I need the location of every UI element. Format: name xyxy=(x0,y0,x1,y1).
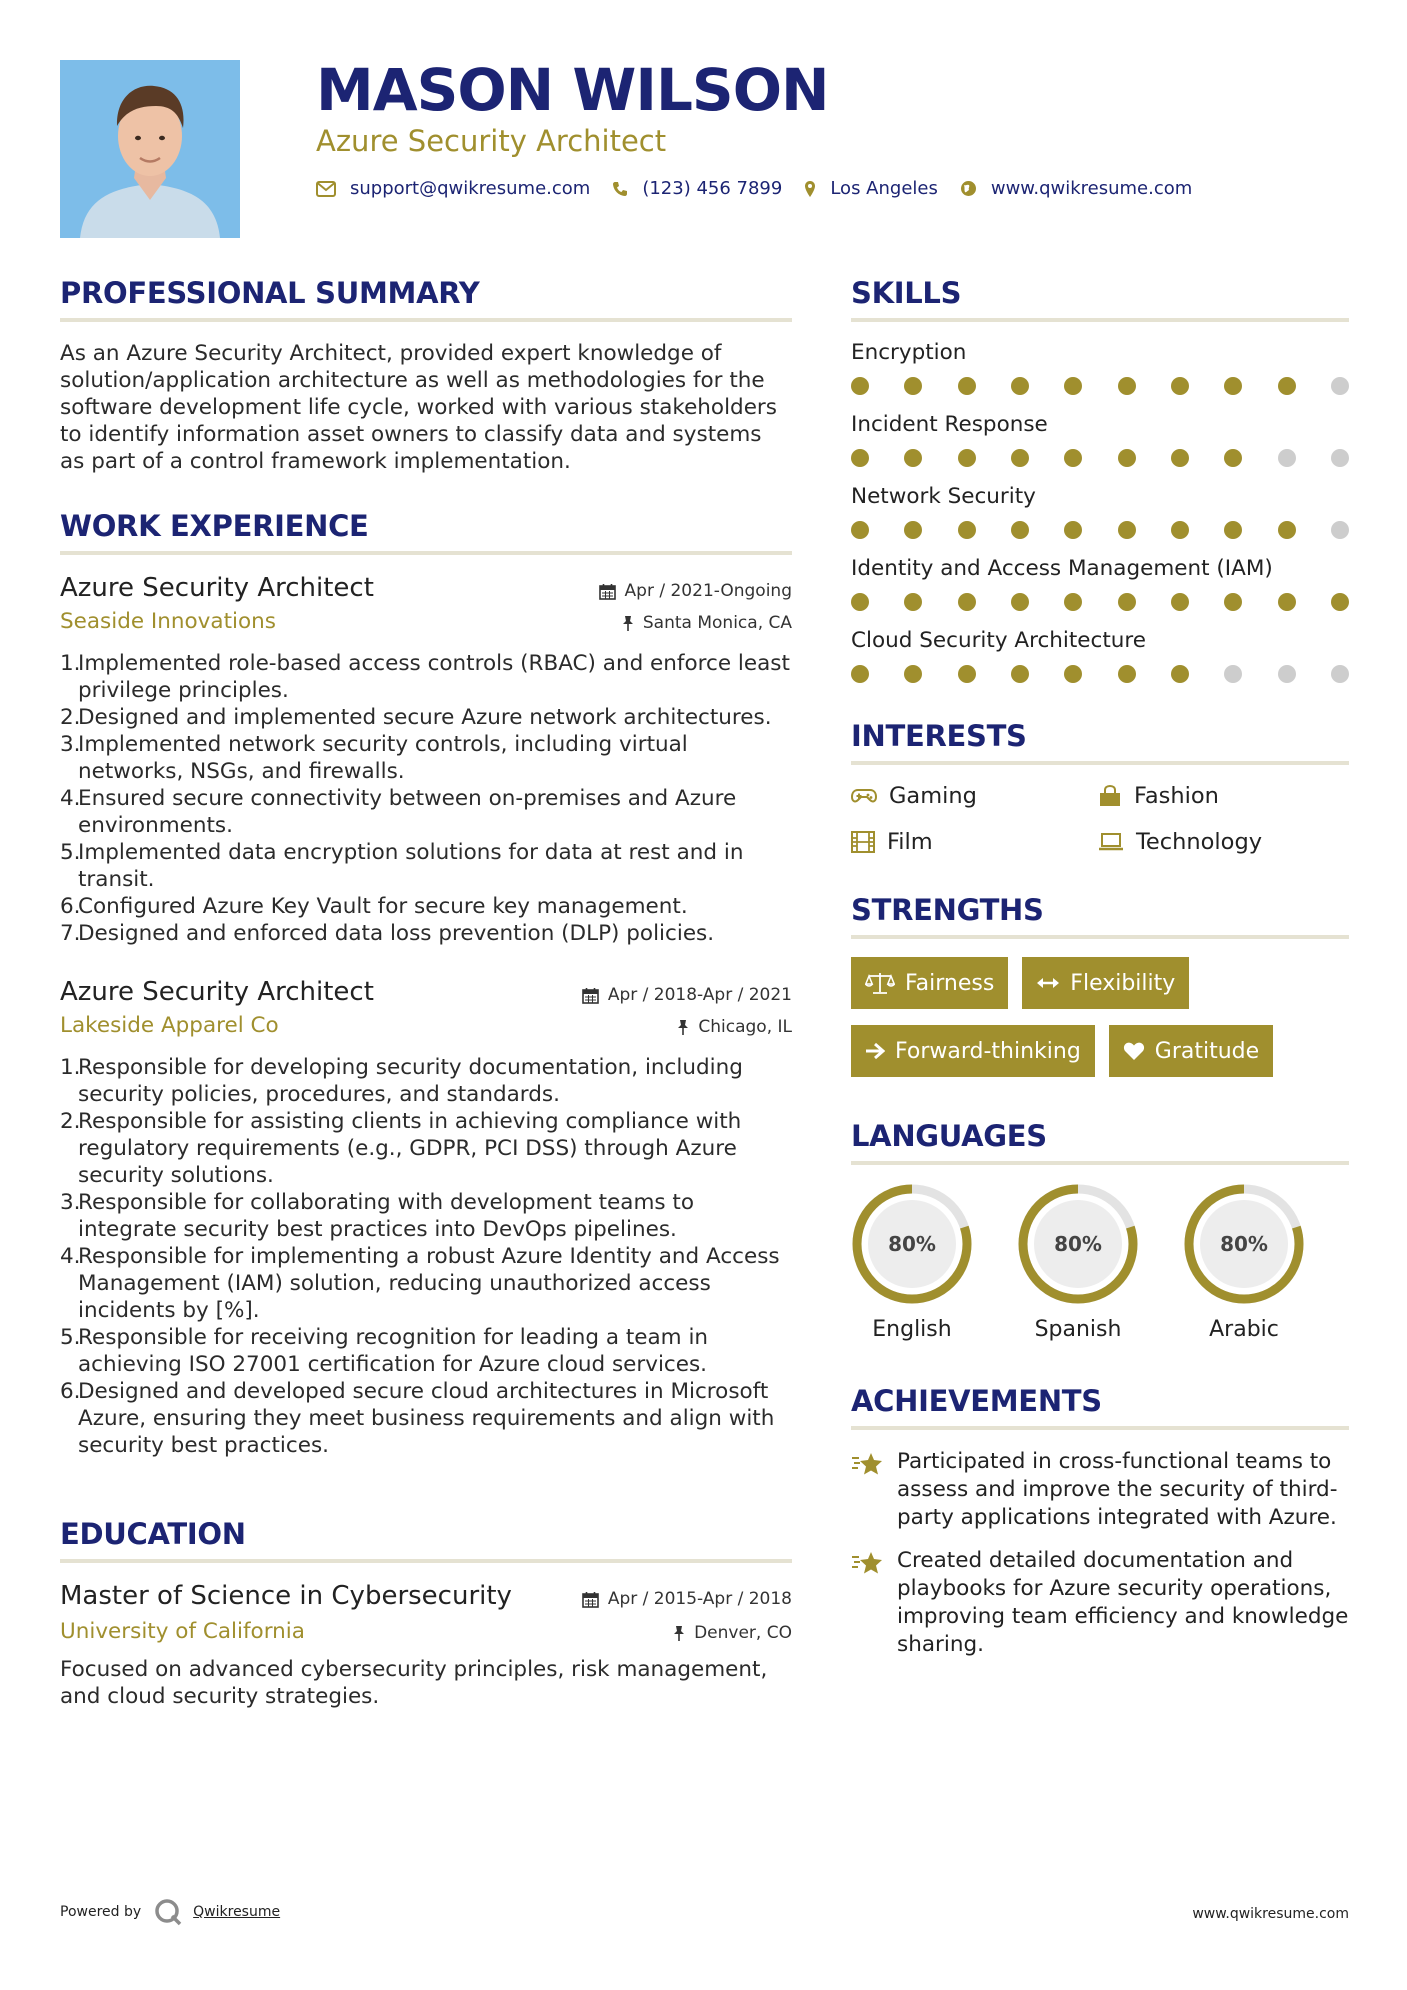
education-heading: EDUCATION xyxy=(60,1517,246,1551)
interest-label: Gaming xyxy=(889,783,977,809)
arrows-horizontal-icon xyxy=(1036,976,1060,990)
job-location-text: Santa Monica, CA xyxy=(642,613,792,633)
list-item: 5. Responsible for receiving recognition for leading a team in achieving ISO 27001 certification for Azure cloud services. xyxy=(60,1325,709,1377)
interest-fashion xyxy=(1098,783,1345,809)
contact-bar xyxy=(316,178,1214,199)
skill-dot-filled xyxy=(904,521,922,539)
list-item: 6. Configured Azure Key Vault for secure key management. xyxy=(60,894,688,919)
education-dates xyxy=(582,1589,792,1609)
globe-icon xyxy=(960,180,977,197)
star-award-icon xyxy=(851,1450,885,1478)
job-header xyxy=(60,573,792,603)
section-divider xyxy=(851,1161,1349,1165)
strength-tag xyxy=(1109,1025,1273,1077)
section-divider xyxy=(60,318,792,322)
skill-item xyxy=(851,412,1349,467)
balance-scale-icon xyxy=(865,972,895,994)
job-role: Azure Security Architect xyxy=(60,977,374,1007)
contact-phone[interactable] xyxy=(612,178,782,199)
section-divider xyxy=(851,761,1349,765)
skill-dot-filled xyxy=(958,449,976,467)
job-dates xyxy=(582,985,792,1005)
language-percent: 80% xyxy=(888,1232,936,1256)
skill-dot-filled xyxy=(1064,593,1082,611)
calendar-icon xyxy=(582,1591,599,1608)
contact-email-text: support@qwikresume.com xyxy=(350,178,591,199)
interest-film xyxy=(851,829,1098,855)
job-subheader xyxy=(60,1013,792,1038)
strength-label: Fairness xyxy=(905,970,995,996)
job-dates xyxy=(599,581,792,601)
envelope-icon xyxy=(316,181,336,197)
interest-technology xyxy=(1098,829,1345,855)
experience-section xyxy=(60,509,792,1459)
skill-dot-filled xyxy=(1171,521,1189,539)
interest-gaming xyxy=(851,783,1098,809)
job-company: Lakeside Apparel Co xyxy=(60,1013,279,1038)
list-item: 7. Designed and enforced data loss prevention (DLP) policies. xyxy=(60,921,715,946)
skill-dot-filled xyxy=(958,593,976,611)
footer-powered-by xyxy=(60,1897,280,1927)
achievement-item xyxy=(851,1547,1349,1659)
contact-website[interactable] xyxy=(960,178,1192,199)
pushpin-icon xyxy=(622,615,634,632)
skill-rating xyxy=(851,593,1349,611)
skill-dot-filled xyxy=(1171,593,1189,611)
job-subheader xyxy=(60,609,792,634)
calendar-icon xyxy=(599,583,616,600)
summary-section xyxy=(60,276,792,475)
education-school: University of California xyxy=(60,1619,305,1644)
skill-dot-filled xyxy=(1011,449,1029,467)
skill-dot-filled xyxy=(958,665,976,683)
skill-dot-filled xyxy=(958,377,976,395)
achievement-text: Participated in cross-functional teams to assess and improve the security of third-party applications integrated with Azure. xyxy=(897,1449,1338,1530)
skill-dot-filled xyxy=(1278,377,1296,395)
skill-name: Identity and Access Management (IAM) xyxy=(851,556,1273,581)
star-award-icon xyxy=(851,1549,885,1577)
skill-dot-empty xyxy=(1224,665,1242,683)
education-header xyxy=(60,1581,792,1611)
job-header xyxy=(60,977,792,1007)
experience-heading: WORK EXPERIENCE xyxy=(60,509,369,543)
skill-dot-filled xyxy=(1118,665,1136,683)
job-location xyxy=(622,613,792,633)
shopping-bag-icon xyxy=(1098,785,1122,807)
skill-dot-empty xyxy=(1278,665,1296,683)
skill-dot-filled xyxy=(958,521,976,539)
skill-dot-filled xyxy=(1118,449,1136,467)
profile-photo xyxy=(60,60,240,238)
skill-dot-filled xyxy=(851,593,869,611)
skill-dot-filled xyxy=(904,593,922,611)
job-location xyxy=(677,1017,792,1037)
skill-dot-filled xyxy=(1011,377,1029,395)
section-divider xyxy=(851,1426,1349,1430)
list-item: 4. Responsible for implementing a robust Azure Identity and Access Management (IAM) solution, reducing unauthorized access incidents by [%]. xyxy=(60,1244,780,1323)
skill-dot-filled xyxy=(1064,449,1082,467)
skill-dot-filled xyxy=(1171,449,1189,467)
phone-icon xyxy=(612,181,628,197)
section-divider xyxy=(60,551,792,555)
skill-dot-filled xyxy=(904,449,922,467)
list-item: 1. Implemented role-based access controls (RBAC) and enforce least privilege principles. xyxy=(60,651,790,703)
pushpin-icon xyxy=(677,1019,689,1036)
skill-name: Encryption xyxy=(851,340,967,365)
heart-icon xyxy=(1123,1041,1145,1061)
language-percent: 80% xyxy=(1054,1232,1102,1256)
languages-section xyxy=(851,1119,1349,1342)
film-icon xyxy=(851,831,875,853)
skill-dot-filled xyxy=(1064,665,1082,683)
list-item: 4. Ensured secure connectivity between on-premises and Azure environments. xyxy=(60,786,737,838)
strength-tag xyxy=(851,1025,1095,1077)
job-dates-text: Apr / 2018-Apr / 2021 xyxy=(607,985,792,1005)
contact-phone-text: (123) 456 7899 xyxy=(642,178,783,199)
education-subheader xyxy=(60,1619,792,1644)
contact-location xyxy=(804,178,938,199)
achievement-text: Created detailed documentation and playbooks for Azure security operations, improving team efficiency and knowledge sharing. xyxy=(897,1548,1349,1657)
skill-dot-filled xyxy=(851,665,869,683)
powered-by-label: Powered by xyxy=(60,1904,142,1920)
education-description: Focused on advanced cybersecurity principles, risk management, and cloud security strategies. xyxy=(60,1657,768,1709)
job-dates-text: Apr / 2021-Ongoing xyxy=(624,581,792,601)
skill-dot-filled xyxy=(1118,377,1136,395)
job-company: Seaside Innovations xyxy=(60,609,276,634)
skill-dot-filled xyxy=(1011,665,1029,683)
job-bullets xyxy=(60,1054,792,1459)
skill-dot-filled xyxy=(1224,377,1242,395)
skill-dot-filled xyxy=(1011,593,1029,611)
qwikresume-logo-icon xyxy=(153,1897,183,1927)
candidate-title: Azure Security Architect xyxy=(316,124,667,158)
skill-dot-empty xyxy=(1331,377,1349,395)
skill-dot-filled xyxy=(1064,377,1082,395)
skill-dot-filled xyxy=(1171,377,1189,395)
skill-item xyxy=(851,340,1349,395)
job-bullets xyxy=(60,650,792,947)
skill-dot-filled xyxy=(1224,521,1242,539)
pushpin-icon xyxy=(673,1625,685,1642)
strengths-list xyxy=(851,957,1349,1077)
qwikresume-link[interactable]: Qwikresume xyxy=(193,1904,281,1920)
skill-name: Cloud Security Architecture xyxy=(851,628,1146,653)
skill-dot-filled xyxy=(904,377,922,395)
skills-section xyxy=(851,276,1349,683)
job-entry xyxy=(60,573,792,947)
footer-website[interactable]: www.qwikresume.com xyxy=(1192,1906,1349,1922)
interests-heading: INTERESTS xyxy=(851,719,1027,753)
skill-dot-empty xyxy=(1278,449,1296,467)
skill-rating xyxy=(851,449,1349,467)
achievements-heading: ACHIEVEMENTS xyxy=(851,1384,1102,1418)
language-name: English xyxy=(872,1317,952,1342)
education-dates-text: Apr / 2015-Apr / 2018 xyxy=(607,1589,792,1609)
interest-label: Film xyxy=(887,829,933,855)
skill-dot-filled xyxy=(851,449,869,467)
skill-rating xyxy=(851,521,1349,539)
skills-list xyxy=(851,340,1349,683)
skill-dot-filled xyxy=(1331,593,1349,611)
achievements-section xyxy=(851,1384,1349,1659)
language-item xyxy=(1183,1183,1305,1342)
job-location-text: Chicago, IL xyxy=(698,1017,792,1037)
job-entry xyxy=(60,977,792,1459)
skills-heading: SKILLS xyxy=(851,276,962,310)
skill-rating xyxy=(851,665,1349,683)
strength-label: Gratitude xyxy=(1154,1038,1260,1064)
language-progress-ring xyxy=(1183,1183,1305,1305)
skill-item xyxy=(851,556,1349,611)
skill-name: Network Security xyxy=(851,484,1036,509)
skill-dot-empty xyxy=(1331,665,1349,683)
list-item: 2. Designed and implemented secure Azure network architectures. xyxy=(60,705,772,730)
strength-label: Flexibility xyxy=(1070,970,1176,996)
education-degree: Master of Science in Cybersecurity xyxy=(60,1581,512,1611)
contact-email[interactable] xyxy=(316,178,590,199)
left-column xyxy=(60,276,792,1710)
skill-item xyxy=(851,484,1349,539)
language-item xyxy=(851,1183,973,1342)
list-item: 3. Implemented network security controls, including virtual networks, NSGs, and firewalls. xyxy=(60,732,688,784)
skill-dot-filled xyxy=(851,377,869,395)
skill-rating xyxy=(851,377,1349,395)
laptop-icon xyxy=(1098,832,1124,852)
summary-text: As an Azure Security Architect, provided expert knowledge of solution/application architecture as well as methodologies for the software development life cycle, worked with various stakeholders to identify information asset owners to classify data and systems as part of a control framework implementation. xyxy=(60,341,777,474)
strengths-section xyxy=(851,893,1349,1077)
summary-heading: PROFESSIONAL SUMMARY xyxy=(60,276,480,310)
strength-tag xyxy=(1022,957,1189,1009)
interest-label: Technology xyxy=(1136,829,1263,855)
strength-tag xyxy=(851,957,1008,1009)
skill-dot-filled xyxy=(1278,593,1296,611)
job-role: Azure Security Architect xyxy=(60,573,374,603)
strength-label: Forward-thinking xyxy=(895,1038,1081,1064)
language-progress-ring xyxy=(851,1183,973,1305)
skill-dot-filled xyxy=(1118,593,1136,611)
person-portrait-icon xyxy=(60,60,240,238)
skill-dot-empty xyxy=(1331,449,1349,467)
list-item: 5. Implemented data encryption solutions for data at rest and in transit. xyxy=(60,840,744,892)
list-item: 3. Responsible for collaborating with development teams to integrate security best practices into DevOps pipelines. xyxy=(60,1190,695,1242)
skill-dot-filled xyxy=(904,665,922,683)
education-section xyxy=(60,1517,792,1710)
interests-list xyxy=(851,783,1349,855)
list-item: 1. Responsible for developing security documentation, including security policies, procedures, and standards. xyxy=(60,1055,743,1107)
gamepad-icon xyxy=(851,787,877,805)
language-item xyxy=(1017,1183,1139,1342)
strengths-heading: STRENGTHS xyxy=(851,893,1044,927)
skill-dot-filled xyxy=(1118,521,1136,539)
contact-website-text: www.qwikresume.com xyxy=(990,178,1193,199)
education-location xyxy=(673,1623,792,1643)
skill-dot-filled xyxy=(1011,521,1029,539)
languages-heading: LANGUAGES xyxy=(851,1119,1047,1153)
interests-section xyxy=(851,719,1349,855)
language-name: Spanish xyxy=(1034,1317,1122,1342)
interest-label: Fashion xyxy=(1134,783,1219,809)
skill-dot-filled xyxy=(851,521,869,539)
skill-dot-filled xyxy=(1224,449,1242,467)
achievement-item xyxy=(851,1448,1349,1532)
skill-dot-filled xyxy=(1064,521,1082,539)
right-column xyxy=(851,276,1349,1674)
candidate-name: MASON WILSON xyxy=(316,56,829,124)
skill-dot-filled xyxy=(1171,665,1189,683)
map-pin-icon xyxy=(804,180,816,198)
skill-dot-empty xyxy=(1331,521,1349,539)
section-divider xyxy=(851,935,1349,939)
skill-item xyxy=(851,628,1349,683)
section-divider xyxy=(60,1559,792,1563)
section-divider xyxy=(851,318,1349,322)
skill-name: Incident Response xyxy=(851,412,1048,437)
list-item: 2. Responsible for assisting clients in achieving compliance with regulatory requirements (e.g., GDPR, PCI DSS) through Azure security solutions. xyxy=(60,1109,742,1188)
languages-list xyxy=(851,1183,1349,1342)
skill-dot-filled xyxy=(1278,521,1296,539)
calendar-icon xyxy=(582,987,599,1004)
arrow-right-icon xyxy=(865,1042,885,1060)
list-item: 6. Designed and developed secure cloud architectures in Microsoft Azure, ensuring they meet business requirements and align with security best practices. xyxy=(60,1379,775,1458)
language-percent: 80% xyxy=(1220,1232,1268,1256)
language-name: Arabic xyxy=(1209,1317,1279,1342)
language-progress-ring xyxy=(1017,1183,1139,1305)
contact-location-text: Los Angeles xyxy=(830,178,938,199)
education-location-text: Denver, CO xyxy=(694,1623,792,1643)
skill-dot-filled xyxy=(1224,593,1242,611)
